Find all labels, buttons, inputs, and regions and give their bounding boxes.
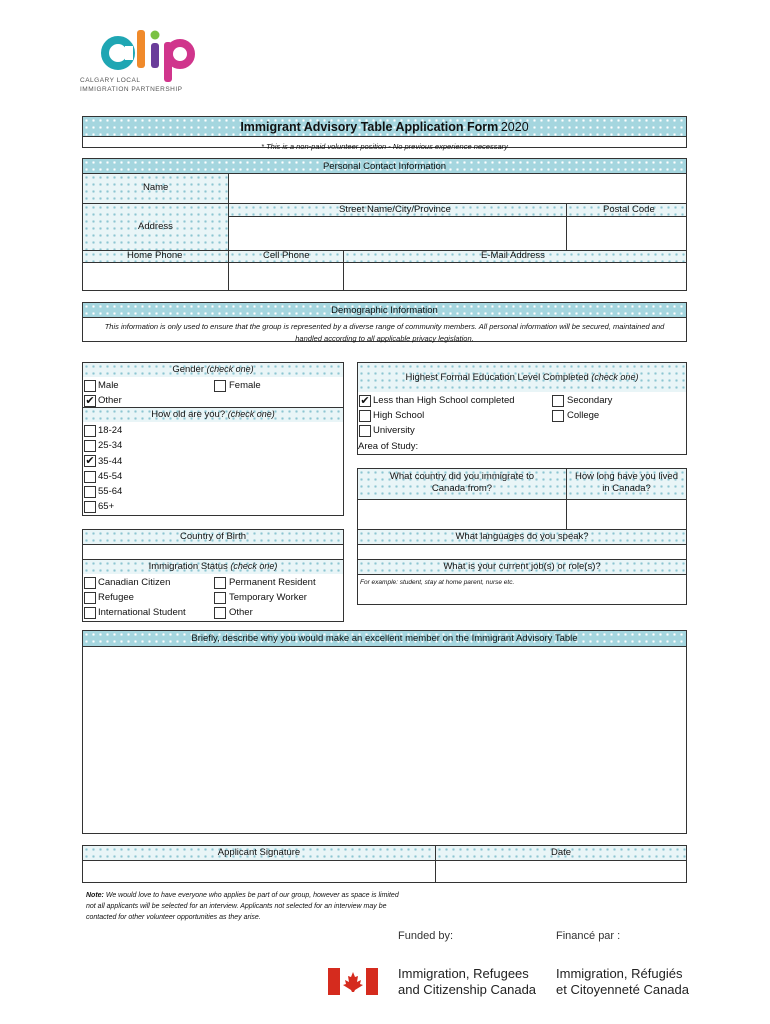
describe-field[interactable] <box>82 646 687 834</box>
status-pr-label: Permanent Resident <box>229 577 316 588</box>
footer-note-prefix: Note: <box>86 892 104 899</box>
gender-other-check: ✔ <box>85 395 95 407</box>
gender-hint: (check one) <box>206 364 254 374</box>
status-pr-checkbox[interactable] <box>214 577 226 589</box>
address-label: Address <box>138 221 173 232</box>
ircc-en-line2: and Citizenship Canada <box>398 982 537 997</box>
street-label: Street Name/City/Province <box>339 204 451 215</box>
age-header <box>82 407 344 423</box>
status-other-checkbox[interactable] <box>214 607 226 619</box>
form-year: 2020 <box>500 120 529 134</box>
form-subtitle: * This is a non-paid volunteer position - No previous experience necessary <box>261 142 508 151</box>
funded-by-label: Funded by: <box>398 930 454 942</box>
immigration-status-header <box>82 559 344 575</box>
immigration-status-label: Immigration Status <box>148 561 228 572</box>
status-refugee-checkbox[interactable] <box>84 592 96 604</box>
postal-label-cell <box>566 203 687 217</box>
gender-female-checkbox[interactable] <box>214 380 226 392</box>
age-65-plus-label: 65+ <box>98 501 115 512</box>
gender-female-label: Female <box>229 380 261 391</box>
address-label-cell <box>82 203 229 251</box>
age-25-34-label: 25-34 <box>98 440 123 451</box>
demographic-header <box>82 302 687 318</box>
gender-male-label: Male <box>98 380 119 391</box>
name-field[interactable] <box>228 173 687 204</box>
form-subtitle-bar <box>82 136 687 151</box>
country-immigrated-field[interactable] <box>357 499 567 530</box>
personal-contact-title: Personal Contact Information <box>322 161 447 172</box>
status-temp-worker-checkbox[interactable] <box>214 592 226 604</box>
age-options <box>82 422 344 516</box>
languages-field[interactable] <box>357 544 687 560</box>
footer-note-text: We would love to have everyone who applies be part of our group, however as space is limited not all applicants will be selected for an interview. Applicants not selected for an interview may be contacted for other volunteer opportunities as they arise. <box>86 892 399 921</box>
email-label: E-Mail Address <box>481 250 545 261</box>
age-45-54-checkbox[interactable] <box>84 471 96 483</box>
gender-label: Gender <box>172 364 204 375</box>
status-refugee-label: Refugee <box>98 592 134 603</box>
edu-less-hs-check: ✔ <box>360 395 370 407</box>
languages-label: What languages do you speak? <box>455 531 589 542</box>
clip-logo-mark <box>90 26 208 84</box>
age-18-24-label: 18-24 <box>98 425 123 436</box>
signature-field[interactable] <box>82 860 436 883</box>
birth-header <box>82 529 344 545</box>
edu-less-hs-checkbox[interactable] <box>359 395 371 407</box>
date-label: Date <box>550 847 572 858</box>
edu-less-hs-label: Less than High School completed <box>373 395 515 406</box>
postal-field[interactable] <box>566 216 687 251</box>
edu-university-label: University <box>373 425 415 436</box>
personal-contact-header <box>82 158 687 174</box>
immigration-status-hint: (check one) <box>230 561 278 571</box>
describe-label: Briefly, describe why you would make an excellent member on the Immigrant Advisory Table <box>191 633 578 644</box>
edu-high-school-label: High School <box>373 410 425 421</box>
age-55-64-checkbox[interactable] <box>84 486 96 498</box>
edu-college-checkbox[interactable] <box>552 410 564 422</box>
gender-header <box>82 362 344 378</box>
area-of-study-label: Area of Study: <box>358 441 419 452</box>
jobs-example: For example: student, stay at home parent, nurse etc. <box>360 579 515 586</box>
name-label: Name <box>143 182 169 193</box>
how-long-header <box>566 468 687 500</box>
form-title: Immigrant Advisory Table Application Form <box>240 120 499 134</box>
age-65-plus-checkbox[interactable] <box>84 501 96 513</box>
education-header <box>357 362 687 393</box>
demographic-note: This information is only used to ensure that the group is represented by a diverse range of community members. All personal information will be secured, maintained and handled according to all applicable privacy legislation. <box>104 322 665 343</box>
age-45-54-label: 45-54 <box>98 471 123 482</box>
how-long-field[interactable] <box>566 499 687 530</box>
logo-tagline-2: IMMIGRATION PARTNERSHIP <box>80 86 183 93</box>
age-55-64-label: 55-64 <box>98 486 123 497</box>
age-hint: (check one) <box>227 409 275 419</box>
age-35-44-label: 35-44 <box>98 456 123 467</box>
street-field[interactable] <box>228 216 567 251</box>
ircc-en-line1: Immigration, Refugees <box>398 966 529 981</box>
country-immigrated-header <box>357 468 567 500</box>
footer-note <box>86 890 406 923</box>
status-temp-worker-label: Temporary Worker <box>229 592 307 603</box>
gender-male-checkbox[interactable] <box>84 380 96 392</box>
gender-other-label: Other <box>98 395 122 406</box>
jobs-field[interactable] <box>357 574 687 605</box>
country-immigrated-label: What country did you immigrate to Canada from? <box>389 471 535 494</box>
street-label-cell <box>228 203 567 217</box>
languages-header <box>357 529 687 545</box>
edu-secondary-label: Secondary <box>567 395 613 406</box>
logo-tagline-1: CALGARY LOCAL <box>80 77 141 84</box>
gender-other-checkbox[interactable] <box>84 395 96 407</box>
home-phone-label: Home Phone <box>127 250 183 261</box>
birth-field[interactable] <box>82 544 344 560</box>
date-header <box>435 845 687 861</box>
status-intl-student-checkbox[interactable] <box>84 607 96 619</box>
jobs-header <box>357 559 687 575</box>
status-other-label: Other <box>229 607 253 618</box>
canada-flag-icon <box>328 968 378 995</box>
status-citizen-label: Canadian Citizen <box>98 577 171 588</box>
birth-label: Country of Birth <box>180 531 246 542</box>
status-intl-student-label: International Student <box>98 607 186 618</box>
demographic-title: Demographic Information <box>331 305 438 316</box>
how-long-label: How long have you lived in Canada? <box>575 471 678 494</box>
education-hint: (check one) <box>591 372 639 382</box>
ircc-fr-line1: Immigration, Réfugiés <box>556 966 683 981</box>
age-18-24-checkbox[interactable] <box>84 425 96 437</box>
edu-secondary-checkbox[interactable] <box>552 395 564 407</box>
name-label-cell <box>82 173 229 204</box>
age-35-44-checkbox[interactable] <box>84 455 96 467</box>
home-phone-field[interactable] <box>82 262 229 291</box>
cell-phone-label: Cell Phone <box>263 250 310 261</box>
finance-par-label: Financé par : <box>556 930 621 942</box>
edu-high-school-checkbox[interactable] <box>359 410 371 422</box>
cell-phone-field[interactable] <box>228 262 344 291</box>
jobs-label: What is your current job(s) or role(s)? <box>443 561 601 572</box>
date-field[interactable] <box>435 860 687 883</box>
education-label: Highest Formal Education Level Completed <box>405 372 589 383</box>
signature-header <box>82 845 436 861</box>
demographic-note-box <box>82 317 687 342</box>
age-35-44-check: ✔ <box>85 455 95 467</box>
email-field[interactable] <box>343 262 687 291</box>
age-label: How old are you? <box>151 409 226 420</box>
edu-university-checkbox[interactable] <box>359 425 371 437</box>
edu-college-label: College <box>567 410 600 421</box>
clip-logo <box>80 26 220 98</box>
age-25-34-checkbox[interactable] <box>84 440 96 452</box>
status-citizen-checkbox[interactable] <box>84 577 96 589</box>
postal-label: Postal Code <box>603 204 655 215</box>
signature-label: Applicant Signature <box>217 847 301 858</box>
describe-header <box>82 630 687 647</box>
ircc-fr-line2: et Citoyenneté Canada <box>556 982 689 997</box>
form-title-bar <box>82 116 687 137</box>
